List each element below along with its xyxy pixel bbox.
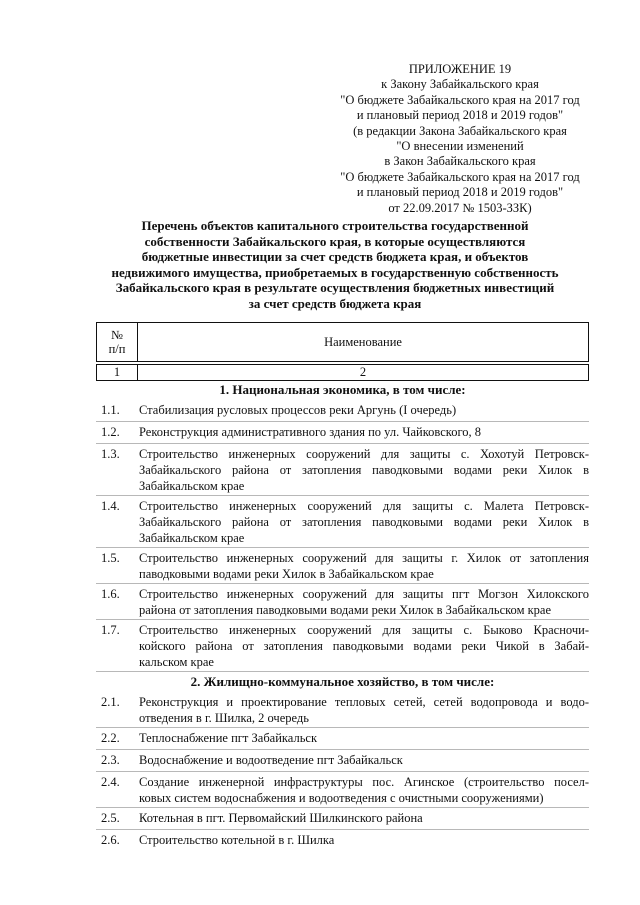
table-header bbox=[96, 322, 589, 381]
item-number: 1.1. bbox=[101, 403, 120, 417]
appendix-line: ПРИЛОЖЕНИЕ 19 bbox=[408, 62, 512, 76]
header-number-symbol: № bbox=[111, 328, 123, 342]
item-line: Теплоснабжение пгт Забайкальск bbox=[139, 731, 318, 745]
appendix-line: "О бюджете Забайкальского края на 2017 год bbox=[340, 92, 580, 107]
list-item bbox=[96, 730, 589, 746]
appendix-line: и плановый период 2018 и 2019 годов" bbox=[356, 185, 564, 200]
separator-line bbox=[96, 421, 589, 422]
item-line: Строительство котельной в г. Шилка bbox=[139, 833, 335, 847]
item-line: Строительство инженерных сооружений для защиты г. Хилок от затопления bbox=[139, 551, 589, 565]
item-text bbox=[139, 774, 589, 806]
item-line: Строительство инженерных сооружений для защиты с. Быково Красночи- bbox=[139, 623, 589, 637]
index-cell-2: 2 bbox=[138, 365, 589, 381]
item-text bbox=[139, 424, 589, 440]
list-item bbox=[96, 752, 589, 768]
title-line: Забайкальского края в результате осуществления бюджетных инвестиций bbox=[115, 280, 555, 296]
title-line: бюджетные инвестиции за счет средств бюджета края, и объектов bbox=[141, 249, 529, 265]
item-text bbox=[139, 694, 589, 726]
table-header-row bbox=[97, 323, 589, 362]
list-item bbox=[96, 446, 589, 494]
item-line: Реконструкция административного здания по ул. Чайковского, 8 bbox=[139, 425, 482, 439]
separator-line bbox=[96, 807, 589, 808]
item-line: Котельная в пгт. Первомайский Шилкинского района bbox=[139, 811, 423, 825]
separator-line bbox=[96, 829, 589, 830]
item-line: паводковыми водами реки Хилок в Забайкальском крае bbox=[139, 567, 434, 581]
item-text bbox=[139, 402, 589, 418]
list-item bbox=[96, 402, 589, 418]
item-text bbox=[139, 730, 589, 746]
list-item bbox=[96, 694, 589, 726]
item-text bbox=[139, 586, 589, 618]
item-text bbox=[139, 832, 589, 848]
item-line: Забайкальского района от затопления паводковыми водами реки Хилок в bbox=[139, 515, 589, 529]
section-title: 1. Национальная экономика, в том числе: bbox=[219, 382, 466, 397]
item-text bbox=[139, 752, 589, 768]
item-line: Создание инженерной инфраструктуры пос. Агинское (строительство посел- bbox=[139, 775, 589, 789]
title-line: недвижимого имущества, приобретаемых в государственную собственность bbox=[111, 264, 559, 280]
item-line: койского района от затопления паводковыми водами реки Чикой в Забай- bbox=[139, 639, 589, 653]
item-line: Забайкальском крае bbox=[139, 479, 245, 493]
item-number: 2.2. bbox=[101, 731, 120, 745]
appendix-line: к Закону Забайкальского края bbox=[381, 77, 539, 92]
list-item bbox=[96, 424, 589, 440]
item-number: 1.3. bbox=[101, 447, 120, 461]
item-text bbox=[139, 498, 589, 546]
item-line: Забайкальском крае bbox=[139, 531, 245, 545]
item-number: 1.5. bbox=[101, 551, 120, 565]
item-number: 2.1. bbox=[101, 695, 120, 709]
item-number: 2.6. bbox=[101, 833, 120, 847]
separator-line bbox=[96, 495, 589, 496]
separator-line bbox=[96, 671, 589, 672]
item-number: 1.6. bbox=[101, 587, 120, 601]
item-line: Строительство инженерных сооружений для защиты с. Малета Петровск- bbox=[139, 499, 589, 513]
item-number: 2.4. bbox=[101, 775, 120, 789]
separator-line bbox=[96, 771, 589, 772]
item-number: 2.3. bbox=[101, 753, 120, 767]
separator-line bbox=[96, 619, 589, 620]
item-line: Забайкальского района от затопления паводковыми водами реки Хилок в bbox=[139, 463, 589, 477]
item-number: 1.4. bbox=[101, 499, 120, 513]
appendix-header bbox=[310, 62, 610, 216]
item-line: Реконструкция и проектирование тепловых сетей, сетей водопровода и водо- bbox=[139, 695, 589, 709]
item-line: района от затопления паводковыми водами реки Хилок в Забайкальском крае bbox=[139, 603, 552, 617]
item-number: 1.2. bbox=[101, 425, 120, 439]
list-item bbox=[96, 550, 589, 582]
item-text bbox=[139, 446, 589, 494]
item-text bbox=[139, 550, 589, 582]
appendix-line: "О внесении изменений bbox=[396, 139, 524, 154]
appendix-line: "О бюджете Забайкальского края на 2017 год bbox=[340, 169, 580, 184]
title-line: собственности Забайкальского края, в которые осуществляются bbox=[144, 233, 526, 249]
appendix-line: (в редакции Закона Забайкальского края bbox=[353, 123, 567, 138]
separator-line bbox=[96, 583, 589, 584]
separator-line bbox=[96, 547, 589, 548]
appendix-line: от 22.09.2017 № 1503-ЗЗК) bbox=[388, 200, 532, 215]
appendix-line: и плановый период 2018 и 2019 годов" bbox=[356, 108, 564, 123]
item-number: 2.5. bbox=[101, 811, 120, 825]
table-index-row bbox=[97, 365, 589, 381]
item-line: Стабилизация русловых процессов реки Аргунь (I очередь) bbox=[139, 403, 457, 417]
header-number-abbr: п/п bbox=[108, 342, 126, 356]
list-item bbox=[96, 810, 589, 826]
document-title bbox=[95, 218, 575, 312]
item-text bbox=[139, 810, 589, 826]
header-cell-number bbox=[97, 323, 138, 362]
item-line: Строительство инженерных сооружений для защиты пгт Могзон Хилокского bbox=[139, 587, 589, 601]
list-item bbox=[96, 832, 589, 848]
header-cell-name: Наименование bbox=[138, 323, 589, 362]
list-item bbox=[96, 774, 589, 806]
title-line: Перечень объектов капитального строительства государственной bbox=[141, 218, 529, 233]
separator-line bbox=[96, 749, 589, 750]
list-item bbox=[96, 498, 589, 546]
item-line: ковых систем водоснабжения и водоотведения с очистными сооружениями) bbox=[139, 791, 544, 805]
item-number: 1.7. bbox=[101, 623, 120, 637]
separator-line bbox=[96, 727, 589, 728]
appendix-line: в Закон Забайкальского края bbox=[384, 154, 536, 169]
list-item bbox=[96, 622, 589, 670]
item-line: Строительство инженерных сооружений для защиты с. Хохотуй Петровск- bbox=[139, 447, 589, 461]
separator-line bbox=[96, 443, 589, 444]
item-line: отведения в г. Шилка, 2 очередь bbox=[139, 711, 309, 725]
list-item bbox=[96, 586, 589, 618]
item-line: Водоснабжение и водоотведение пгт Забайкальск bbox=[139, 753, 403, 767]
item-text bbox=[139, 622, 589, 670]
index-cell-1: 1 bbox=[97, 365, 138, 381]
item-line: кальском крае bbox=[139, 655, 214, 669]
section-title: 2. Жилищно-коммунальное хозяйство, в том числе: bbox=[190, 674, 495, 689]
title-line: за счет средств бюджета края bbox=[248, 295, 422, 311]
